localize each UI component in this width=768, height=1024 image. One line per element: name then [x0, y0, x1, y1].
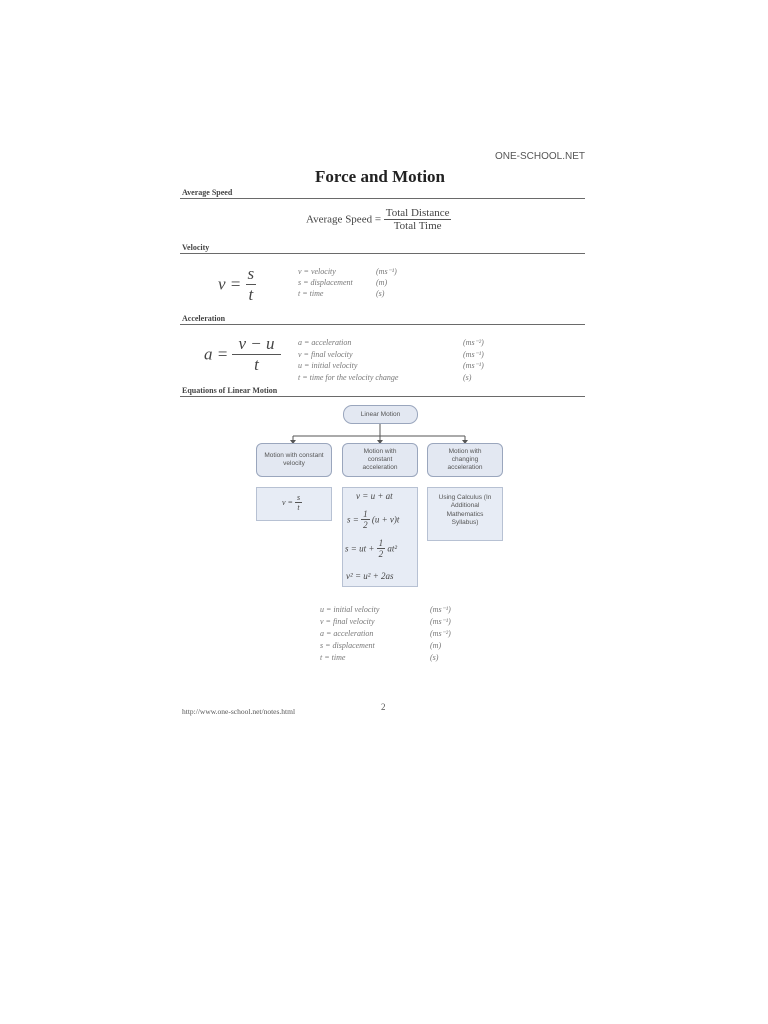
- average-speed-lhs: Average Speed =: [306, 213, 382, 226]
- velocity-denominator: t: [248, 285, 254, 304]
- acceleration-numerator: v − u: [232, 334, 280, 355]
- definition-row: s = displacement (m): [320, 641, 442, 650]
- equation-lhs: s =: [347, 514, 359, 525]
- section-heading-average-speed: Average Speed: [182, 188, 233, 197]
- section-heading-velocity: Velocity: [182, 243, 210, 252]
- footer-url[interactable]: http://www.one-school.net/notes.html: [182, 707, 296, 716]
- definition-row: u = initial velocity (ms⁻¹): [320, 605, 451, 614]
- equation-fraction: [295, 493, 302, 512]
- equation-denominator: 2: [363, 520, 368, 530]
- constant-velocity-equation: [282, 493, 302, 512]
- linear-motion-node: Linear Motion: [343, 405, 418, 424]
- acceleration-lhs: a =: [204, 344, 229, 364]
- definition-row: s = displacement (m): [298, 278, 388, 287]
- equation-lhs: s = ut +: [345, 543, 375, 554]
- velocity-numerator: s: [247, 264, 255, 283]
- definition-row: v = velocity (ms⁻¹): [298, 267, 397, 276]
- definition-row: t = time (s): [298, 289, 385, 298]
- equation-4: v² = u² + 2as: [346, 571, 394, 581]
- equation-denominator: t: [297, 503, 300, 512]
- equation-numerator: 1: [363, 509, 368, 519]
- definition-row: v = final velocity (ms⁻¹): [320, 617, 451, 626]
- linear-motion-definitions: [320, 603, 451, 663]
- equation-numerator: 1: [378, 538, 384, 548]
- velocity-lhs: v =: [218, 274, 242, 294]
- definition-row: a = acceleration (ms⁻²): [298, 338, 484, 347]
- section-heading-linear-motion: Equations of Linear Motion: [182, 386, 278, 395]
- average-speed-numerator: Total Distance: [385, 207, 450, 219]
- site-label: ONE-SCHOOL.NET: [495, 151, 586, 162]
- equation-rhs: at²: [387, 543, 398, 554]
- equation-3: [345, 538, 397, 559]
- equation-numerator: s: [296, 493, 301, 502]
- constant-acceleration-node: Motion with constant acceleration: [342, 443, 418, 477]
- equation-rhs: (u + v)t: [371, 514, 400, 525]
- constant-velocity-node: Motion with constant velocity: [256, 443, 332, 477]
- acceleration-denominator: t: [254, 355, 259, 374]
- definition-row: t = time (s): [320, 653, 439, 662]
- average-speed-denominator: Total Time: [393, 220, 442, 232]
- equation-denominator: 2: [378, 549, 384, 559]
- equation-fraction: [377, 538, 386, 559]
- page-title: Force and Motion: [315, 167, 446, 186]
- definition-row: u = initial velocity (ms⁻¹): [298, 361, 484, 370]
- equation-lhs: v =: [282, 498, 293, 507]
- page-number: 2: [381, 702, 386, 712]
- changing-acceleration-node: Motion with changing acceleration: [427, 443, 503, 477]
- definition-row: v = final velocity (ms⁻¹): [298, 349, 484, 359]
- definition-row: a = acceleration (ms⁻²): [320, 629, 451, 638]
- definition-row: t = time for the velocity change (s): [298, 372, 472, 382]
- equation-1: v = u + at: [356, 491, 393, 501]
- equation-2: [347, 509, 399, 530]
- calculus-note: Using Calculus (In Additional Mathematics Syllabus): [438, 494, 492, 527]
- section-heading-acceleration: Acceleration: [182, 314, 226, 323]
- equation-fraction: [361, 509, 370, 530]
